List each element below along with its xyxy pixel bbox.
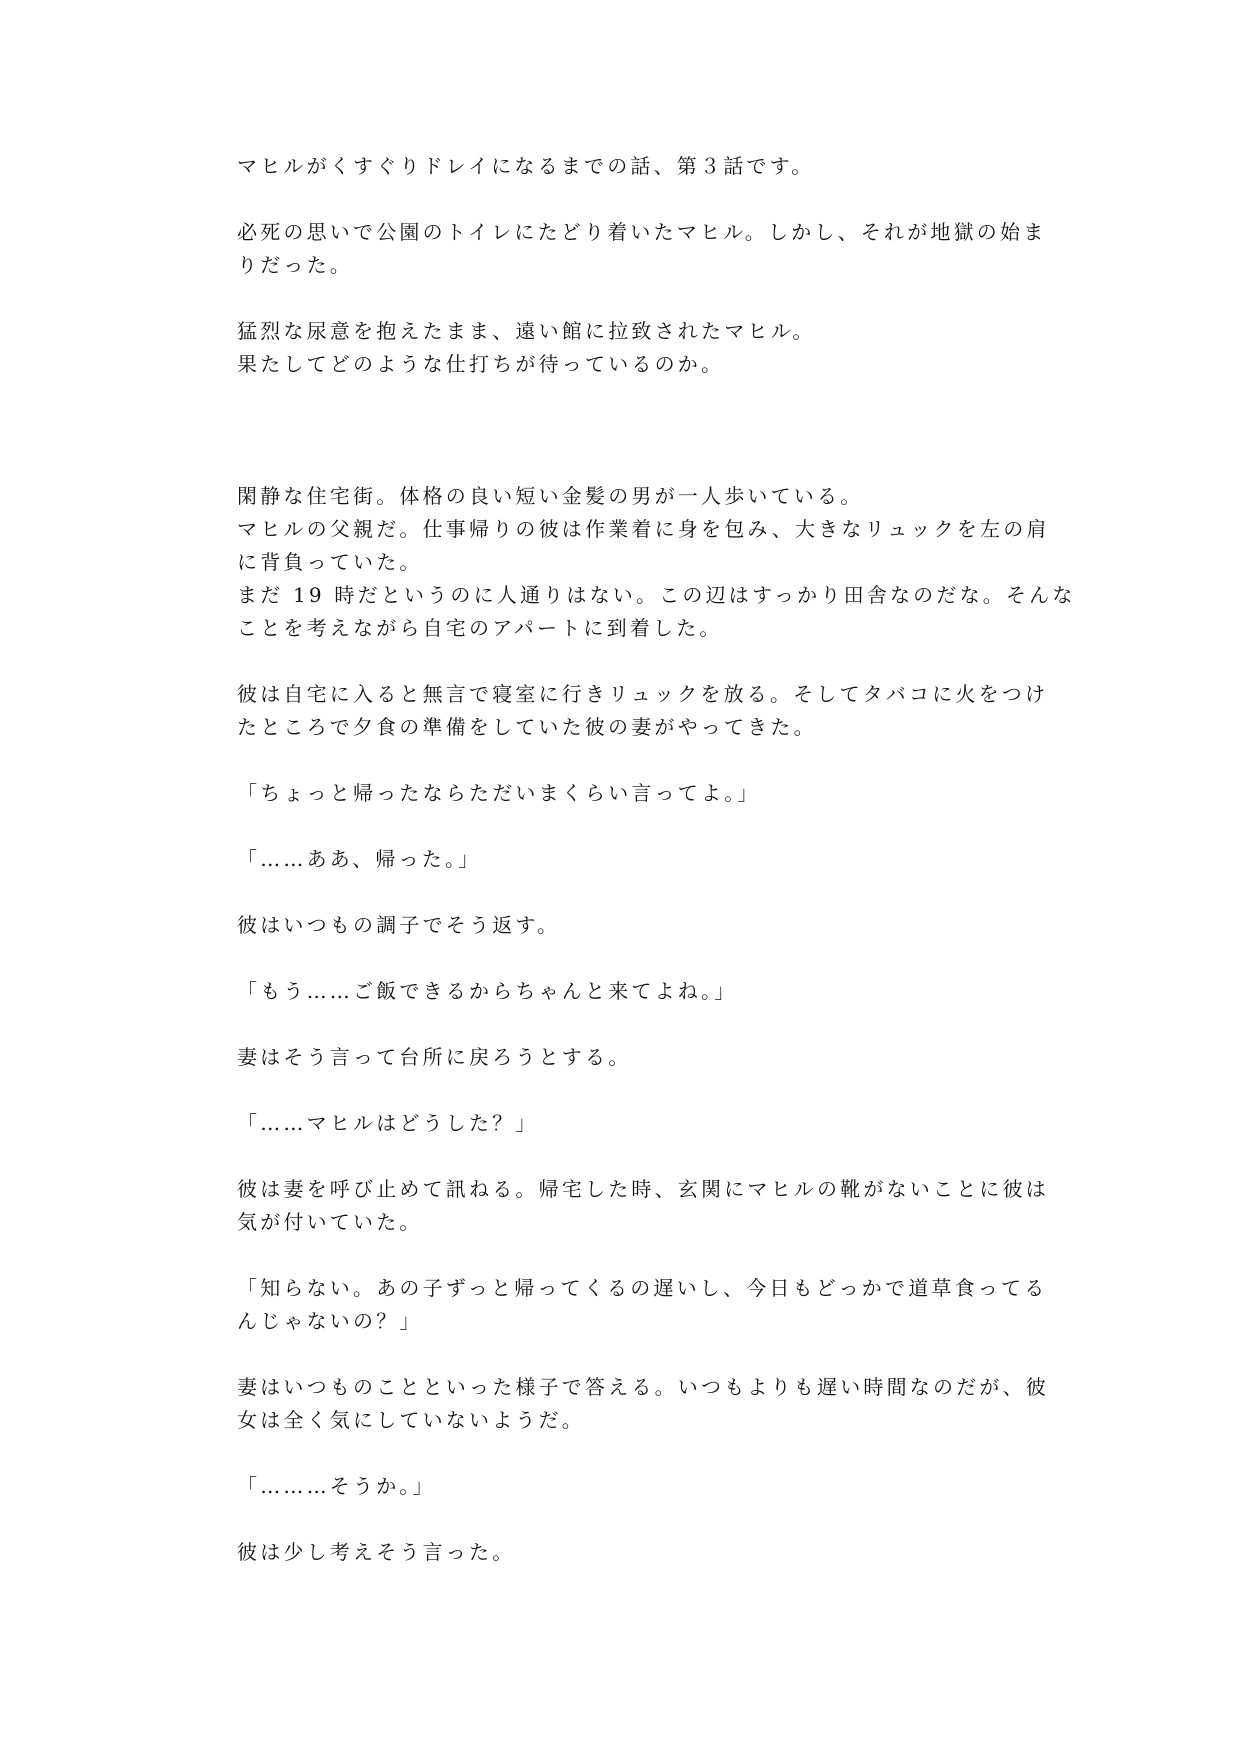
dialogue-wife-1	[237, 777, 1017, 810]
text-line: 閑静な住宅街。体格の良い短い金髪の男が一人歩いている。	[237, 484, 864, 508]
story-paragraph-7	[237, 1536, 1017, 1569]
story-paragraph-4	[237, 1041, 1017, 1074]
text-line: 彼は妻を呼び止めて訊ねる。帰宅した時、玄関にマヒルの靴がないことに彼は	[237, 1177, 1049, 1201]
document-body	[237, 150, 1076, 1602]
text-line: 必死の思いで公園のトイレにたどり着いたマヒル。しかし、それが地獄の始ま	[237, 220, 1047, 244]
text-line: 猛烈な尿意を抱えたまま、遠い館に拉致されたマヒル。	[237, 319, 816, 343]
text-line: 彼は自宅に入ると無言で寝室に行きリュックを放る。そしてタバコに火をつけ	[237, 682, 1049, 706]
dialogue-wife-2	[237, 975, 1017, 1008]
text-line: 果たしてどのような仕打ちが待っているのか。	[237, 352, 725, 376]
intro-paragraph-1	[237, 150, 1017, 183]
text-line: 妻はそう言って台所に戻ろうとする。	[237, 1045, 632, 1069]
intro-paragraph-2	[237, 216, 1047, 282]
dialogue-husband-2	[237, 1107, 1017, 1140]
intro-paragraph-3	[237, 315, 1017, 381]
text-line: んじゃないの？」	[237, 1309, 423, 1333]
text-line: まだ 19 時だというのに人通りはない。この辺はすっかり田舎なのだな。そんな	[237, 583, 1076, 607]
text-line: たところで夕食の準備をしていた彼の妻がやってきた。	[237, 715, 817, 739]
text-line: 「もう……ご飯できるからちゃんと来てよね。」	[237, 979, 738, 1003]
dialogue-husband-3	[237, 1470, 1017, 1503]
text-line: 彼はいつもの調子でそう返す。	[237, 913, 561, 937]
text-line: 彼は少し考えそう言った。	[237, 1540, 516, 1564]
dialogue-wife-3	[237, 1272, 1048, 1338]
text-line: りだった。	[237, 253, 353, 277]
story-paragraph-1	[237, 480, 1076, 645]
text-line: に背負っていた。	[237, 550, 423, 574]
dialogue-husband-1	[237, 843, 1017, 876]
text-line: 「……マヒルはどうした？」	[237, 1111, 539, 1135]
story-paragraph-5	[237, 1173, 1049, 1239]
story-paragraph-3	[237, 909, 1017, 942]
text-line: 気が付いていた。	[237, 1210, 423, 1234]
text-line: 「知らない。あの子ずっと帰ってくるの遅いし、今日もどっかで道草食ってる	[237, 1276, 1048, 1300]
text-line: ことを考えながら自宅のアパートに到着した。	[237, 616, 723, 640]
text-line: 「……ああ、帰った。」	[237, 847, 482, 871]
story-paragraph-2	[237, 678, 1049, 744]
text-line: マヒルの父親だ。仕事帰りの彼は作業着に身を包み、大きなリュックを左の肩	[237, 517, 1050, 541]
story-paragraph-6	[237, 1371, 1049, 1437]
section-spacer	[237, 414, 1017, 480]
text-line: 女は全く気にしていないようだ。	[237, 1408, 585, 1432]
text-line: 妻はいつものことといった様子で答える。いつもよりも遅い時間なのだが、彼	[237, 1375, 1049, 1399]
text-line: 「………そうか。」	[237, 1474, 436, 1498]
text-line: 「ちょっと帰ったならただいまくらい言ってよ。」	[237, 781, 761, 805]
text-line: マヒルがくすぐりドレイになるまでの話、第３話です。	[237, 154, 815, 178]
